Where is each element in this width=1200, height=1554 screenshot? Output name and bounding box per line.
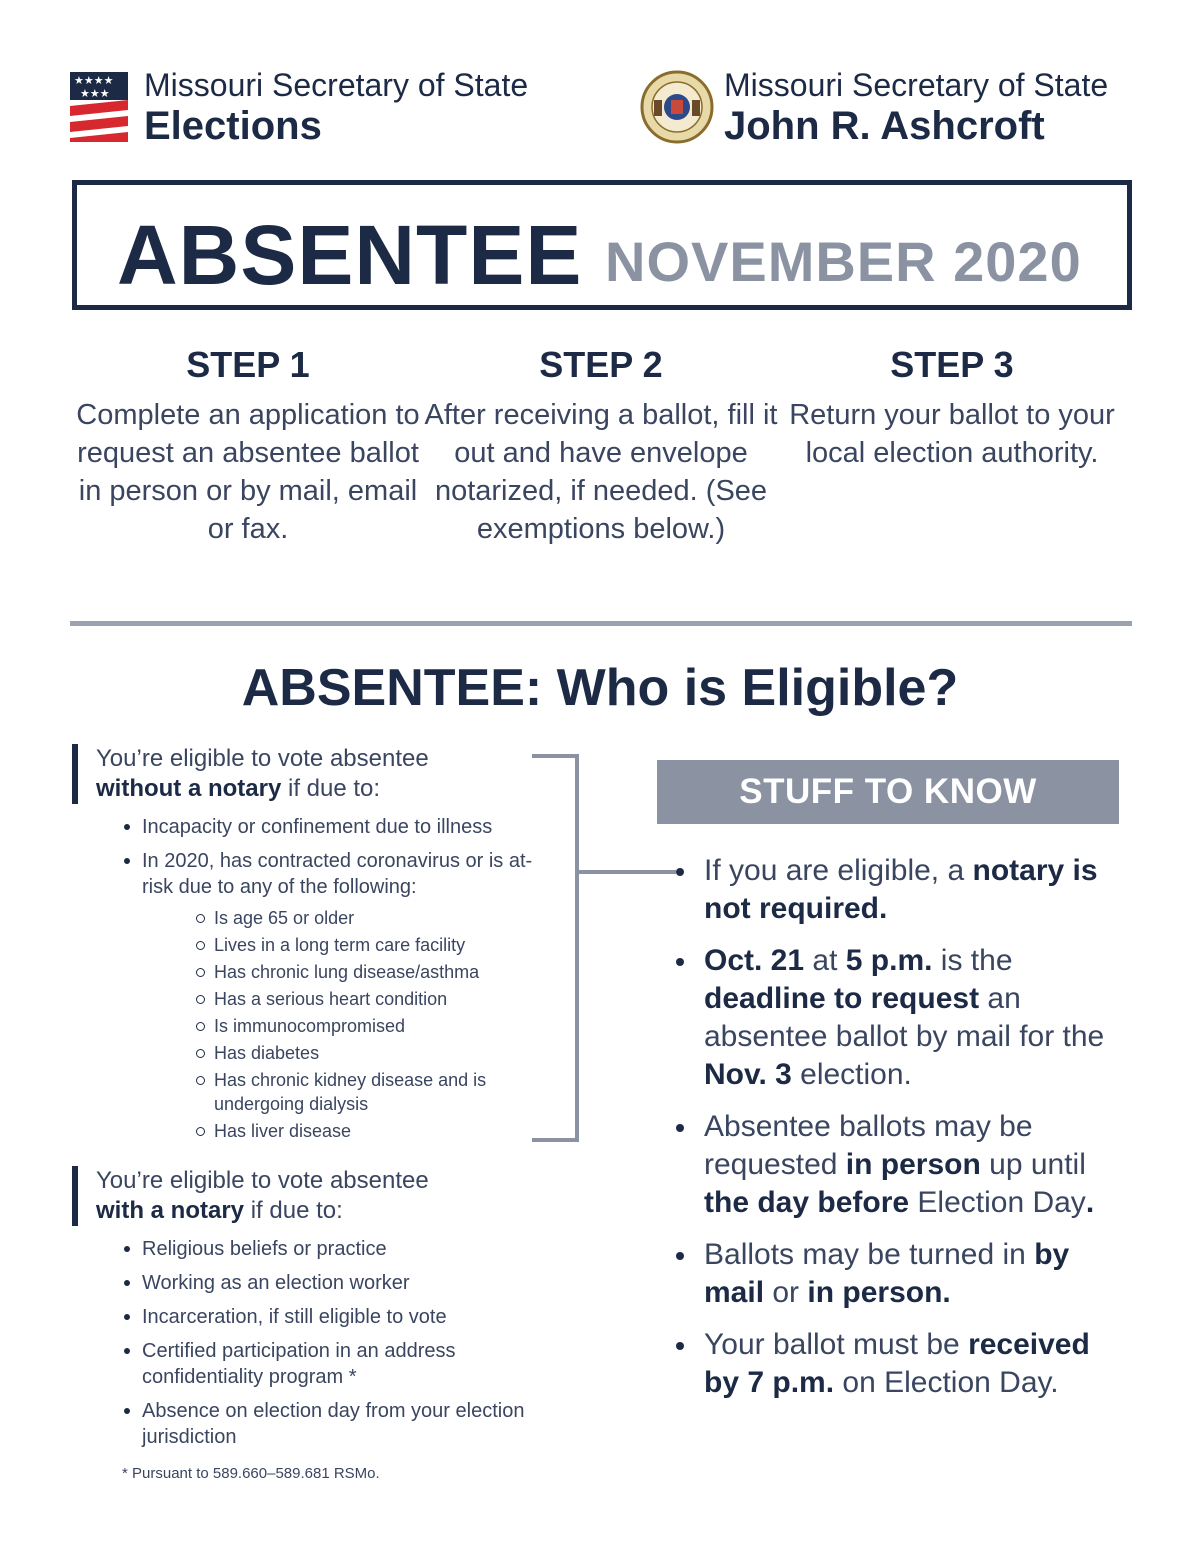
sub-list-item: Has chronic lung disease/asthma: [196, 960, 542, 984]
stuff-item: Your ballot must be received by 7 p.m. on Election Day.: [676, 1326, 1126, 1402]
eligibility-title: ABSENTEE: Who is Eligible?: [241, 659, 959, 717]
with-notary-group: [72, 1166, 542, 1458]
sub-list-item: Lives in a long term care facility: [196, 933, 542, 957]
page-subtitle: NOVEMBER 2020: [605, 230, 1082, 293]
stuff-to-know-list: [676, 852, 1126, 1416]
stuff-to-know-heading: STUFF TO KNOW: [657, 760, 1119, 824]
header: [70, 66, 1132, 148]
without-notary-head-post: if due to:: [281, 775, 381, 802]
with-notary-head-pre: You’re eligible to vote absentee: [96, 1167, 429, 1194]
sub-list-item: Is age 65 or older: [196, 906, 542, 930]
sub-list-item: Is immunocompromised: [196, 1014, 542, 1038]
list-item: [124, 848, 542, 1143]
step-3-label: STEP 3: [890, 344, 1014, 385]
brand-left-line1: Missouri Secretary of State: [144, 67, 529, 103]
list-item-text: In 2020, has contracted coronavirus or is at-risk due to any of the following:: [142, 850, 533, 898]
with-notary-head-post: if due to:: [244, 1197, 343, 1224]
stuff-item: Oct. 21 at 5 p.m. is the deadline to request an absentee ballot by mail for the Nov. 3 election.: [676, 942, 1126, 1094]
flag-icon: [70, 72, 128, 142]
sub-list-item: Has a serious heart condition: [196, 987, 542, 1011]
list-item: Incapacity or confinement due to illness: [124, 814, 542, 840]
without-notary-head-bold: without a notary: [96, 775, 282, 802]
risk-factor-list: [196, 906, 542, 1143]
step-1: [70, 344, 426, 548]
stuff-item: Absentee ballots may be requested in person up until the day before Election Day.: [676, 1108, 1126, 1222]
sub-list-item: Has diabetes: [196, 1041, 542, 1065]
steps: [70, 344, 1132, 594]
brand-left-line2: Elections: [144, 104, 322, 148]
step-1-label: STEP 1: [186, 344, 310, 385]
footnote: * Pursuant to 589.660–589.681 RSMo.: [122, 1465, 380, 1482]
list-item: Working as an election worker: [124, 1270, 542, 1296]
sub-list-item: Has liver disease: [196, 1119, 542, 1143]
without-notary-list: [124, 814, 542, 1143]
brand-right-line1: Missouri Secretary of State: [724, 67, 1109, 103]
page-title: ABSENTEE: [117, 208, 583, 302]
svg-text:★★★★: ★★★★: [74, 74, 114, 87]
sub-list-item: Has chronic kidney disease and is undergoing dialysis: [196, 1068, 542, 1116]
without-notary-head-pre: You’re eligible to vote absentee: [96, 745, 429, 772]
step-3: [782, 344, 1122, 472]
with-notary-heading: [72, 1166, 542, 1226]
state-seal-icon: [640, 70, 714, 144]
list-item: Incarceration, if still eligible to vote: [124, 1304, 542, 1330]
with-notary-head-bold: with a notary: [96, 1197, 245, 1224]
title-box: [72, 180, 1132, 310]
step-2: [420, 344, 782, 548]
step-2-text: After receiving a ballot, fill it out and have envelope notarized, if needed. (See exemptions below.): [424, 399, 778, 545]
list-item: Absence on election day from your election jurisdiction: [124, 1398, 542, 1450]
list-item: Religious beliefs or practice: [124, 1236, 542, 1262]
without-notary-group: [72, 744, 542, 1151]
section-divider: [70, 621, 1132, 626]
without-notary-heading: [72, 744, 542, 804]
step-1-text: Complete an application to request an absentee ballot in person or by mail, email or fax.: [76, 399, 420, 545]
with-notary-list: [124, 1236, 542, 1450]
step-2-label: STEP 2: [539, 344, 663, 385]
svg-text:★★★: ★★★: [80, 87, 110, 100]
stuff-item: If you are eligible, a notary is not required.: [676, 852, 1126, 928]
stuff-item: Ballots may be turned in by mail or in person.: [676, 1236, 1126, 1312]
step-3-text: Return your ballot to your local election authority.: [789, 399, 1115, 469]
secretary-brand: [640, 66, 1108, 148]
list-item: Certified participation in an address confidentiality program *: [124, 1338, 542, 1390]
brand-right-line2: John R. Ashcroft: [724, 104, 1045, 148]
elections-brand: [70, 66, 528, 148]
